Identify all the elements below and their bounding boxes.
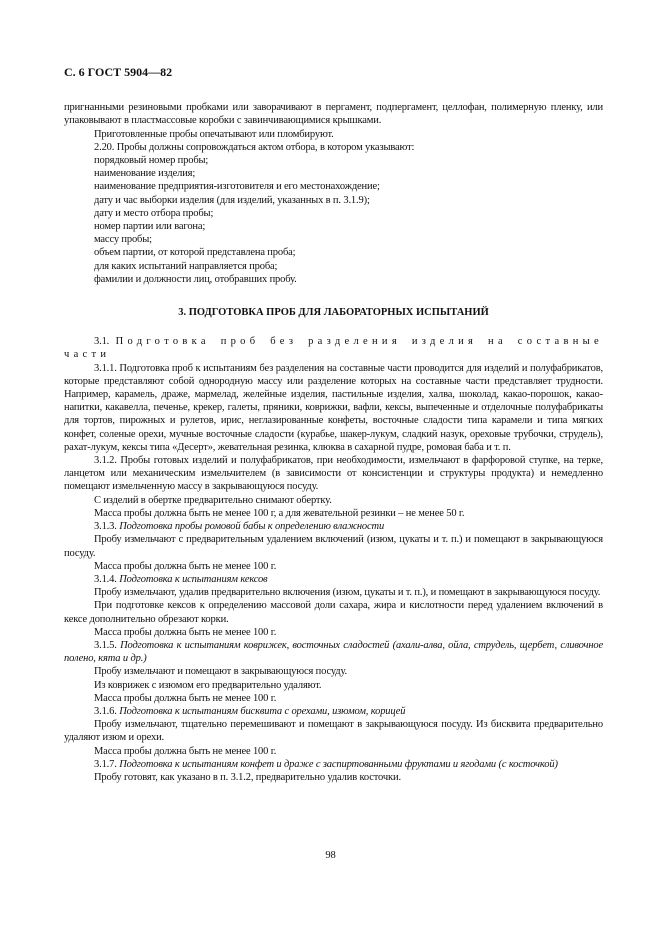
clause-number: 3.1.: [94, 336, 110, 348]
paragraph: Пробу измельчают с предварительным удалением включений (изюм, цукаты и т. п.) и помещают в закрывающуюся посуду.: [64, 534, 603, 559]
clause-heading: [64, 520, 603, 533]
list-item: объем партии, от которой представлена проба;: [94, 247, 296, 259]
paragraph: 2.20. Пробы должны сопровождаться актом отбора, в котором указывают:: [94, 141, 415, 153]
paragraph: Масса пробы должна быть не менее 100 г.: [94, 560, 277, 572]
clause-number: 3.1.6.: [94, 705, 117, 717]
paragraph: Пробу измельчают, удалив предварительно включения (изюм, цукаты и т. п.), и помещают в закрывающуюся посуду.: [94, 587, 601, 599]
clause-number: 3.1.4.: [94, 573, 117, 585]
clause-title: Подготовка к испытаниям бисквита с орехами, изюмом, корицей: [119, 705, 406, 717]
section-title: 3. ПОДГОТОВКА ПРОБ ДЛЯ ЛАБОРАТОРНЫХ ИСПЫТАНИЙ: [178, 307, 489, 319]
clause-title: Подготовка пробы ромовой бабы к определению влажности: [119, 521, 385, 533]
act-list: [64, 154, 603, 286]
clause-heading: [64, 705, 603, 718]
page-number: 98: [325, 850, 336, 861]
paragraph: Пробу измельчают и помещают в закрывающуюся посуду.: [94, 666, 347, 678]
paragraph: При подготовке кексов к определению массовой доли сахара, жира и кислотности перед удалением включений в кексе дополнительно обрезают корки.: [64, 600, 603, 625]
list-item: дату и час выборки изделия (для изделий, указанных в п. 3.1.9);: [94, 194, 370, 206]
list-item: массу пробы;: [94, 234, 152, 246]
list-item: дату и место отбора пробы;: [94, 207, 214, 219]
clause-title: Подготовка проб без разделения изделия на составные части: [64, 336, 603, 361]
clause-3-1-2: 3.1.2. Пробы готовых изделий и полуфабрикатов, при необходимости, измельчают в фарфоровой ступке, на терке, ланцетом или механическим измельчителем (в зависимости от консистенции и структуры продукта) и немедленно помещают измельченную массу в закрывающуюся посуду.: [64, 455, 603, 493]
page-header: С. 6 ГОСТ 5904—82: [64, 65, 173, 79]
paragraph: С изделий в обертке предварительно снимают обертку.: [94, 494, 332, 506]
clause-number: 3.1.7.: [94, 758, 117, 770]
paragraph: Пробу готовят, как указано в п. 3.1.2, предварительно удалив косточки.: [94, 771, 401, 783]
paragraph: Из коврижек с изюмом его предварительно удаляют.: [94, 679, 322, 691]
list-item: для каких испытаний направляется проба;: [94, 260, 278, 272]
list-item: фамилии и должности лиц, отобравших пробу.: [94, 273, 297, 285]
paragraph: Масса пробы должна быть не менее 100 г.: [94, 626, 277, 638]
paragraph: пригнанными резиновыми пробками или заворачивают в пергамент, подпергамент, целлофан, полимерную пленку, или упаковывают в пластмассовые коробки с завинчивающимися крышками.: [64, 102, 603, 127]
paragraph: Масса пробы должна быть не менее 100 г.: [94, 745, 277, 757]
paragraph: Масса пробы должна быть не менее 100 г.: [94, 692, 277, 704]
clause-title: Подготовка к испытаниям коврижек, восточных сладостей (ахали-алва, ойла, струдель, щербет, сливочное полено, кята и др.): [64, 639, 603, 665]
paragraph: Приготовленные пробы опечатывают или пломбируют.: [94, 128, 334, 140]
list-item: номер партии или вагона;: [94, 221, 206, 233]
paragraph: Масса пробы должна быть не менее 100 г, а для жевательной резинки – не менее 50 г.: [94, 507, 465, 519]
clause-title: Подготовка к испытаниям кексов: [119, 573, 268, 585]
list-item: наименование предприятия-изготовителя и его местонахождение;: [94, 181, 380, 193]
subsection-heading: [64, 335, 603, 361]
list-item: наименование изделия;: [94, 168, 196, 180]
clause-heading: [64, 758, 603, 771]
clause-3-1-1: 3.1.1. Подготовка проб к испытаниям без разделения на составные части проводится для изделий и полуфабрикатов, которые представляют собой однородную массу или разделение которых на составные части представляет трудности. Например, карамель, драже, мармелад, желейные изделия, пастильные изделия, халва, шоколад, какао-порошок, какао-напитки, какавелла, печенье, крекер, галеты, пряники, коврижки, вафли, кексы, выпеченные и отделочные полуфабрикаты для тортов, пирожных и рулетов, ирис, неглазированные конфеты, восточные сладости типа карамели и типа мягких конфет, соленые орехи, мучные восточные сладости (курабье, шакер-лукум, сладкий назук, ореховые трубочки, струдель), рахат-лукум, кексы типа «Десерт», жевательная резинка, клюква в сахарной пудре, ромовая баба и т. п.: [64, 362, 603, 453]
clause-title: Подготовка к испытаниям конфет и драже с заспиртованными фруктами и ягодами (с косточкой): [119, 758, 558, 770]
clause-heading: [64, 639, 603, 665]
clause-number: 3.1.3.: [94, 521, 117, 533]
paragraph: Пробу измельчают, тщательно перемешивают и помещают в закрывающуюся посуду. Из бисквита предварительно удаляют изюм и орехи.: [64, 719, 603, 744]
list-item: порядковый номер пробы;: [94, 155, 209, 167]
clause-number: 3.1.5.: [94, 639, 117, 651]
clause-heading: [64, 573, 603, 586]
